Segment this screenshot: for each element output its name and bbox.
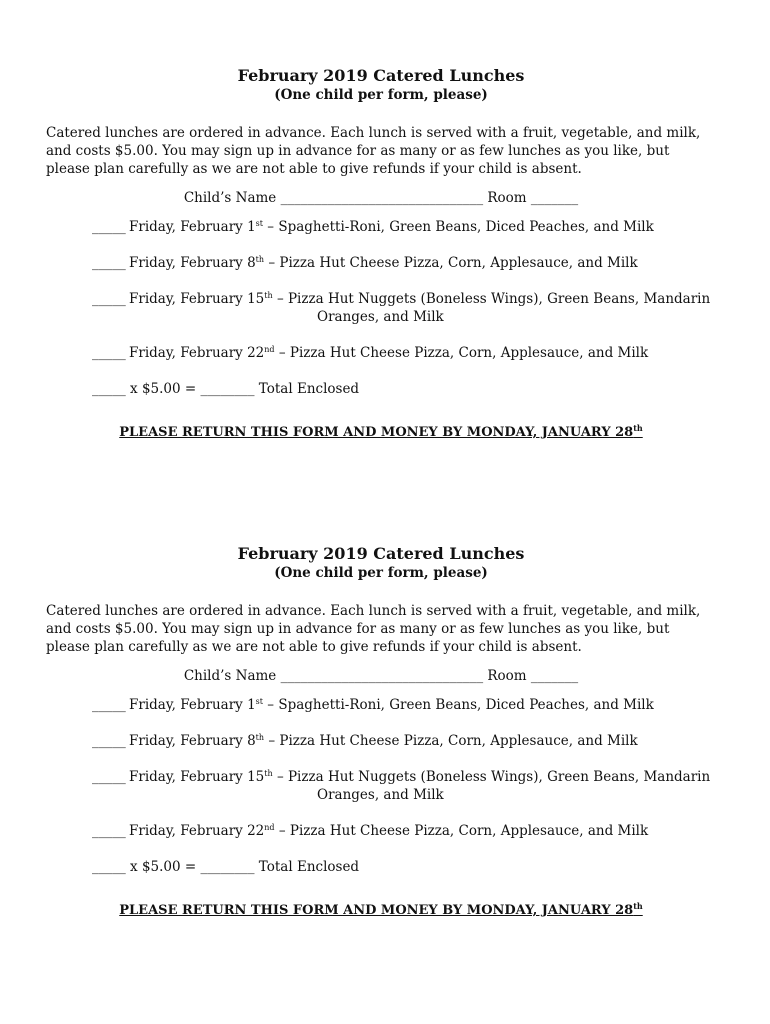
room-label: Room (487, 190, 527, 206)
room-blank[interactable]: _______ (530, 190, 579, 206)
total-line (46, 858, 716, 876)
date-suffix: th (264, 291, 273, 300)
lunch-item-text (129, 344, 716, 362)
date-suffix: th (255, 733, 265, 742)
date-suffix: th (255, 255, 265, 264)
quantity-blank[interactable]: _____ (92, 823, 126, 839)
lunch-item (46, 696, 716, 714)
quantity-blank[interactable]: _____ (92, 733, 126, 749)
quantity-blank[interactable]: _____ (92, 697, 126, 713)
form-title: February 2019 Catered Lunches (237, 66, 525, 85)
lunch-list (46, 218, 716, 362)
lunch-item (46, 254, 716, 272)
total-count-blank[interactable]: _____ (92, 859, 126, 875)
child-name-line (46, 189, 716, 207)
quantity-blank[interactable]: _____ (92, 345, 126, 361)
room-label: Room (487, 668, 527, 684)
lunch-menu: – Pizza Hut Cheese Pizza, Corn, Applesauce, and Milk (268, 255, 638, 271)
lunch-menu: – Spaghetti-Roni, Green Beans, Diced Peaches, and Milk (267, 219, 654, 235)
lunch-menu: – Pizza Hut Nuggets (Boneless Wings), Green Beans, Mandarin (276, 769, 711, 785)
total-label: Total Enclosed (258, 859, 360, 875)
lunch-item-text (129, 732, 716, 750)
lunch-item-text (129, 290, 716, 326)
lunch-menu: – Spaghetti-Roni, Green Beans, Diced Peaches, and Milk (267, 697, 654, 713)
return-deadline-notice (46, 424, 716, 442)
lunch-list (46, 696, 716, 840)
price-multiplier: x $5.00 = (130, 859, 197, 875)
total-amount-blank[interactable]: ________ (200, 381, 255, 397)
total-label: Total Enclosed (258, 381, 360, 397)
quantity-blank[interactable]: _____ (92, 769, 126, 785)
lunch-day: Friday, February 1 (129, 219, 256, 235)
child-name-label: Child’s Name (183, 190, 277, 206)
lunch-day: Friday, February 8 (129, 733, 256, 749)
lunch-day: Friday, February 1 (129, 697, 256, 713)
lunch-order-form (46, 66, 716, 455)
date-suffix: th (633, 423, 643, 433)
form-subtitle: (One child per form, please) (274, 87, 488, 103)
lunch-menu: – Pizza Hut Cheese Pizza, Corn, Applesauce, and Milk (278, 345, 649, 361)
lunch-item (46, 344, 716, 362)
date-suffix: th (264, 769, 273, 778)
form-title: February 2019 Catered Lunches (237, 544, 525, 563)
child-name-blank[interactable]: ______________________________ (280, 668, 484, 684)
quantity-blank[interactable]: _____ (92, 255, 126, 271)
date-suffix: nd (264, 345, 275, 354)
return-deadline-notice (46, 902, 716, 920)
date-suffix: st (255, 697, 263, 706)
lunch-item-text (129, 696, 716, 714)
price-multiplier: x $5.00 = (130, 381, 197, 397)
lunch-menu-continued: Oranges, and Milk (317, 787, 444, 803)
quantity-blank[interactable]: _____ (92, 219, 126, 235)
child-name-blank[interactable]: ______________________________ (280, 190, 484, 206)
lunch-item-text (129, 822, 716, 840)
deadline-text: PLEASE RETURN THIS FORM AND MONEY BY MONDAY, JANUARY 28 (119, 425, 634, 440)
lunch-item (46, 218, 716, 236)
lunch-day: Friday, February 22 (129, 345, 265, 361)
lunch-item-text (129, 254, 716, 272)
intro-paragraph: Catered lunches are ordered in advance. Each lunch is served with a fruit, vegetable, and milk, and costs $5.00. You may sign up in advance for as many or as few lunches as you like, but please plan carefully as we are not able to give refunds if your child is absent. (46, 125, 701, 177)
quantity-blank[interactable]: _____ (92, 291, 126, 307)
child-name-label: Child’s Name (183, 668, 277, 684)
total-count-blank[interactable]: _____ (92, 381, 126, 397)
lunch-menu: – Pizza Hut Nuggets (Boneless Wings), Green Beans, Mandarin (276, 291, 711, 307)
total-line (46, 380, 716, 398)
lunch-day: Friday, February 15 (129, 291, 265, 307)
total-amount-blank[interactable]: ________ (200, 859, 255, 875)
date-suffix: st (255, 219, 263, 228)
child-name-line (46, 667, 716, 685)
date-suffix: th (633, 901, 643, 911)
form-subtitle: (One child per form, please) (274, 565, 488, 581)
date-suffix: nd (264, 823, 275, 832)
lunch-menu: – Pizza Hut Cheese Pizza, Corn, Applesauce, and Milk (278, 823, 649, 839)
deadline-text: PLEASE RETURN THIS FORM AND MONEY BY MONDAY, JANUARY 28 (119, 903, 634, 918)
intro-paragraph: Catered lunches are ordered in advance. Each lunch is served with a fruit, vegetable, and milk, and costs $5.00. You may sign up in advance for as many or as few lunches as you like, but please plan carefully as we are not able to give refunds if your child is absent. (46, 603, 701, 655)
lunch-item (46, 732, 716, 750)
lunch-order-form (46, 544, 716, 933)
lunch-item-text (129, 768, 716, 804)
room-blank[interactable]: _______ (530, 668, 579, 684)
lunch-item (46, 768, 716, 804)
lunch-day: Friday, February 15 (129, 769, 265, 785)
lunch-item-text (129, 218, 716, 236)
lunch-menu: – Pizza Hut Cheese Pizza, Corn, Applesauce, and Milk (268, 733, 638, 749)
lunch-day: Friday, February 8 (129, 255, 256, 271)
lunch-item (46, 290, 716, 326)
lunch-menu-continued: Oranges, and Milk (317, 309, 444, 325)
lunch-day: Friday, February 22 (129, 823, 265, 839)
lunch-item (46, 822, 716, 840)
